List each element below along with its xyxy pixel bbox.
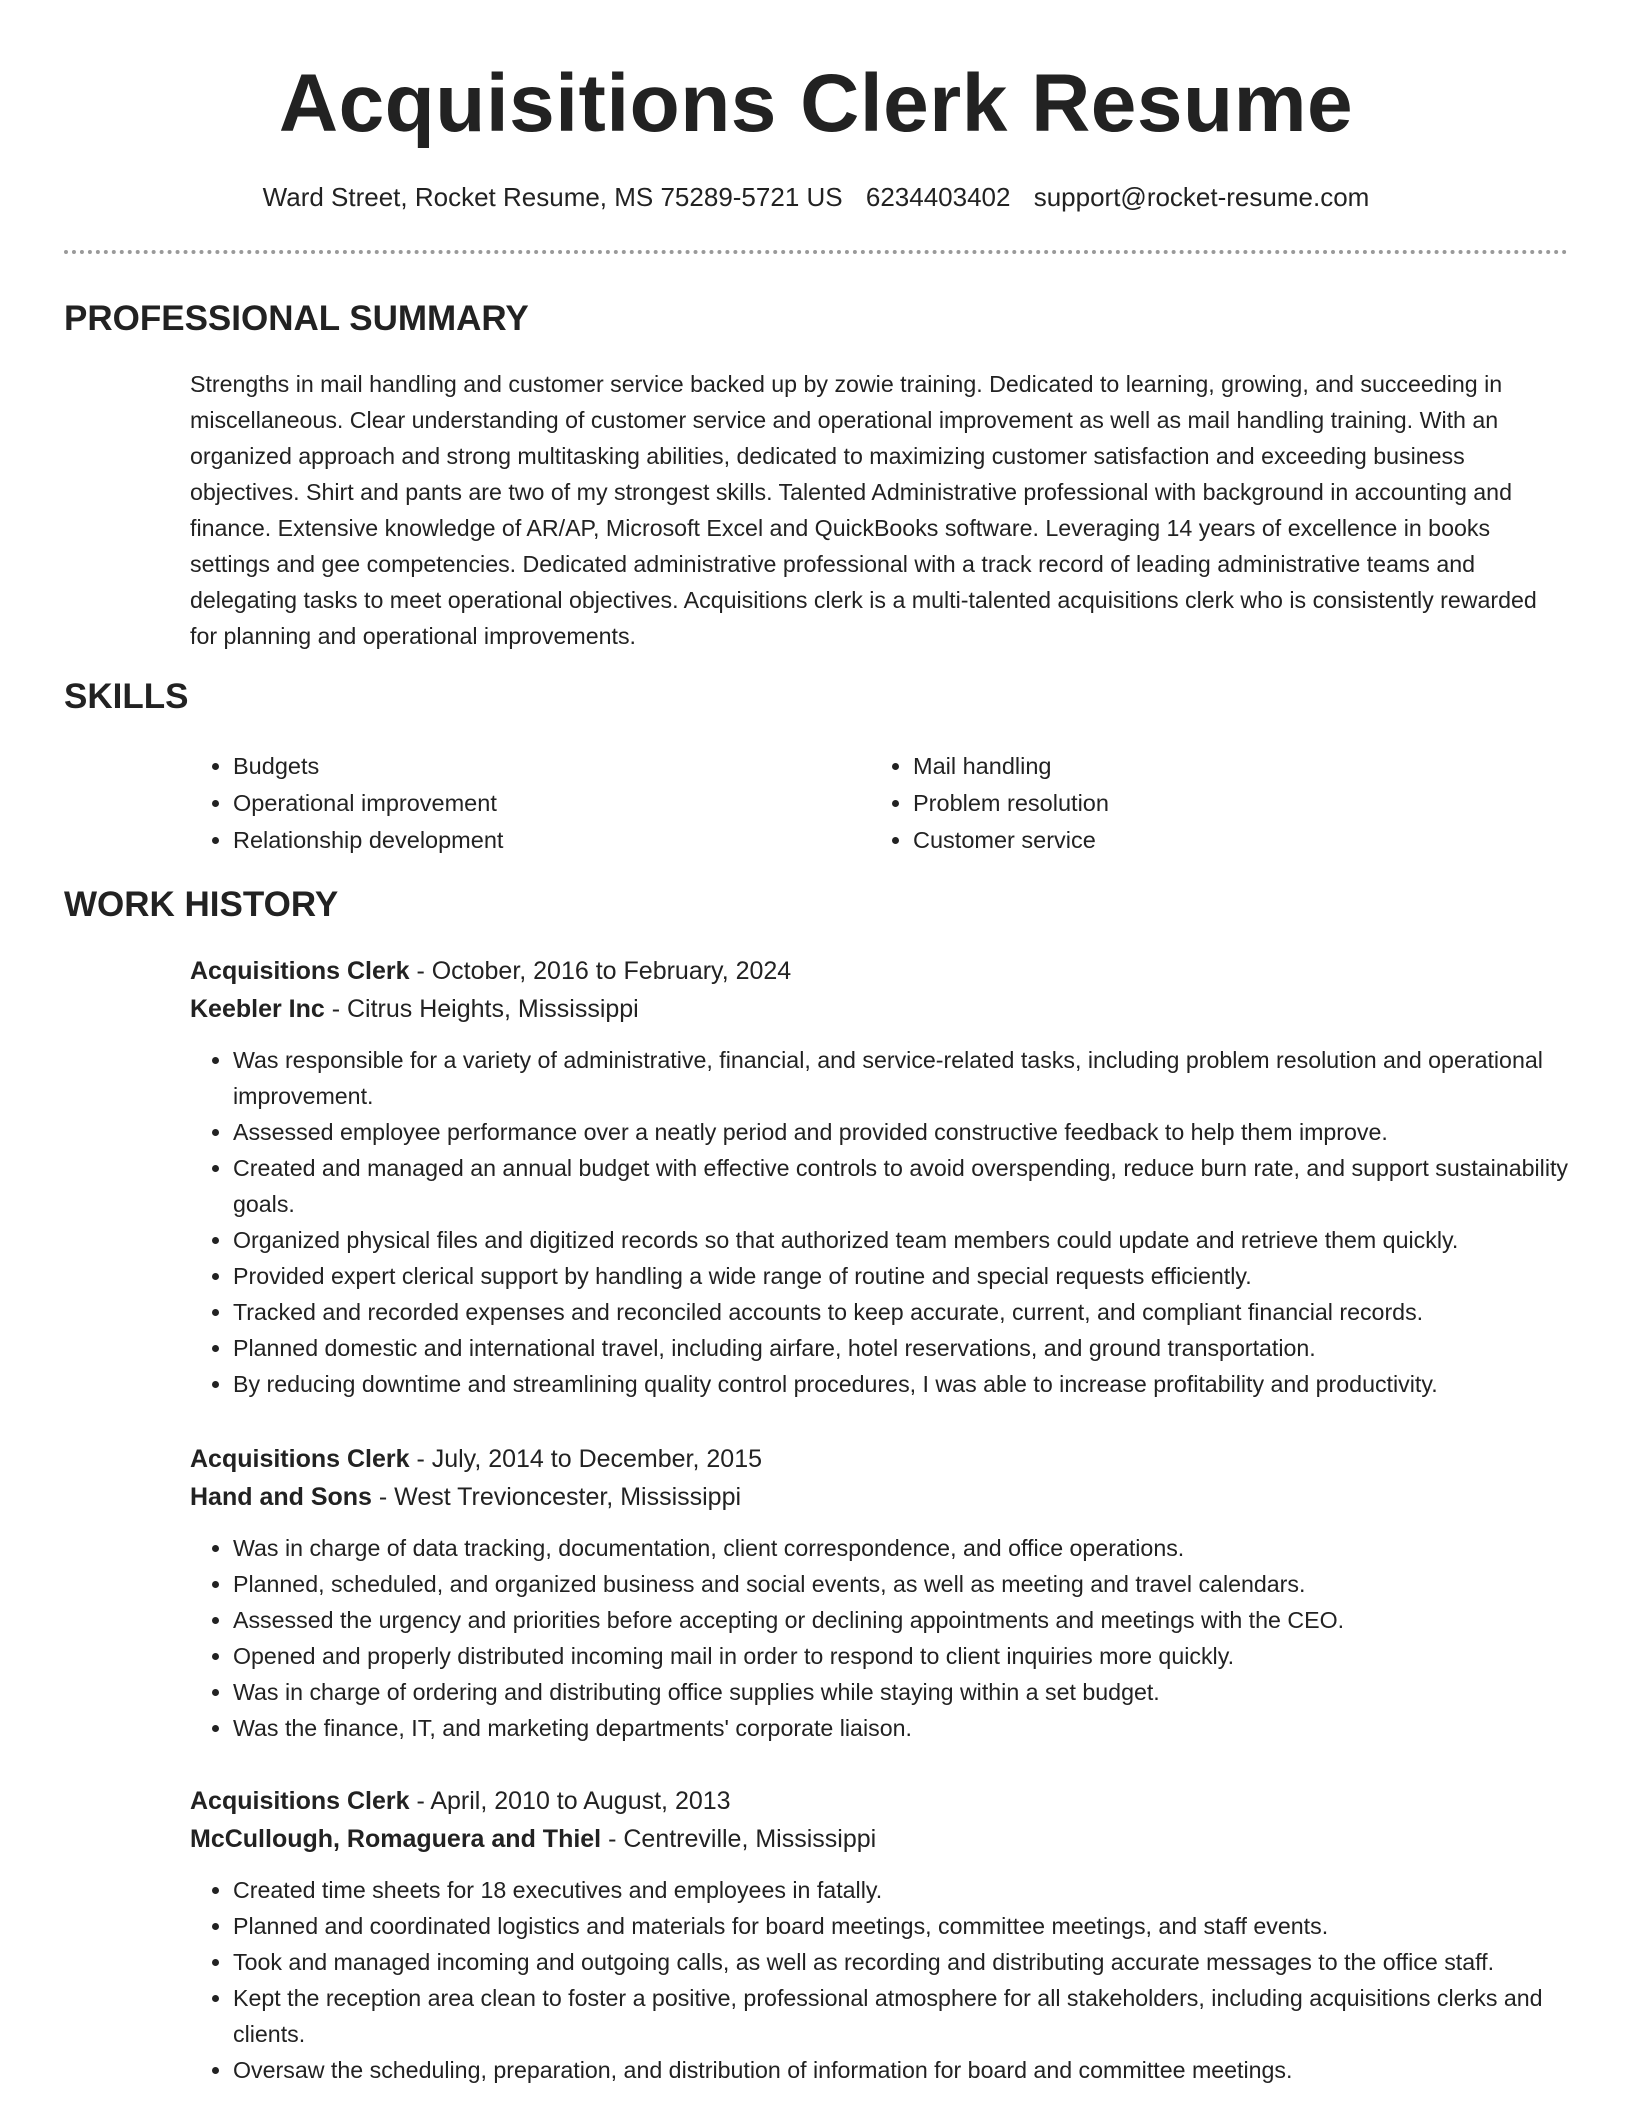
job-entry xyxy=(190,1782,1570,2088)
job-title-line xyxy=(190,1782,1570,1820)
contact-address: Ward Street, Rocket Resume, MS 75289-5721 US xyxy=(262,182,843,212)
job-title-line xyxy=(190,952,1570,990)
job-bullet: • Opened and properly distributed incoming mail in order to respond to client inquiries more quickly. xyxy=(233,1638,1570,1674)
job-company-line xyxy=(190,990,1570,1028)
job-dates: - October, 2016 to February, 2024 xyxy=(409,957,792,985)
skill-item: • Budgets xyxy=(233,748,833,785)
job-title: Acquisitions Clerk xyxy=(190,957,410,985)
job-location: - Centreville, Mississippi xyxy=(601,1825,877,1853)
job-entry xyxy=(190,952,1570,1402)
skill-item: • Customer service xyxy=(913,822,1513,859)
job-company: Keebler Inc xyxy=(190,995,325,1023)
job-bullet: • Created time sheets for 18 executives and employees in fatally. xyxy=(233,1872,1570,1908)
header-divider xyxy=(64,250,1568,254)
job-dates: - April, 2010 to August, 2013 xyxy=(409,1787,731,1815)
job-bullets xyxy=(190,1042,1570,1402)
job-title-line xyxy=(190,1440,1570,1478)
contact-email: support@rocket-resume.com xyxy=(1033,182,1370,212)
job-bullet: • Created and managed an annual budget with effective controls to avoid overspending, reduce burn rate, and support sustainability goals. xyxy=(233,1150,1570,1222)
job-location: - Citrus Heights, Mississippi xyxy=(324,995,639,1023)
job-title: Acquisitions Clerk xyxy=(190,1445,410,1473)
job-bullet: • Kept the reception area clean to foster a positive, professional atmosphere for all stakeholders, including acquisitions clerks and clients. xyxy=(233,1980,1570,2052)
job-company: Hand and Sons xyxy=(190,1483,372,1511)
skills-heading: SKILLS xyxy=(64,677,189,716)
job-company: McCullough, Romaguera and Thiel xyxy=(190,1825,602,1853)
job-location: - West Trevioncester, Mississippi xyxy=(371,1483,742,1511)
job-title: Acquisitions Clerk xyxy=(190,1787,410,1815)
job-entry xyxy=(190,1440,1570,1746)
job-bullet: • Was the finance, IT, and marketing departments' corporate liaison. xyxy=(233,1710,1570,1746)
job-bullet: • Planned domestic and international travel, including airfare, hotel reservations, and ground transportation. xyxy=(233,1330,1570,1366)
skills-list-left xyxy=(190,748,833,859)
job-bullet: • Was in charge of data tracking, documentation, client correspondence, and office operations. xyxy=(233,1530,1570,1566)
job-bullet: • Assessed employee performance over a neatly period and provided constructive feedback to help them improve. xyxy=(233,1114,1570,1150)
summary-text: Strengths in mail handling and customer service backed up by zowie training. Dedicated to learning, growing, and succeeding in miscellaneous. Clear understanding of customer service and operational improvement as well as mail handling training. With an organized approach and strong multitasking abilities, dedicated to maximizing customer satisfaction and exceeding business objectives. Shirt and pants are two of my strongest skills. Talented Administrative professional with background in accounting and finance. Extensive knowledge of AR/AP, Microsoft Excel and QuickBooks software. Leveraging 14 years of excellence in books settings and gee competencies. Dedicated administrative professional with a track record of leading administrative teams and delegating tasks to meet operational objectives. Acquisitions clerk is a multi-talented acquisitions clerk who is consistently rewarded for planning and operational improvements. xyxy=(190,371,1537,649)
page-title: Acquisitions Clerk Resume xyxy=(278,58,1354,149)
contact-info xyxy=(0,180,1632,214)
skill-item: • Mail handling xyxy=(913,748,1513,785)
work-history-heading: WORK HISTORY xyxy=(64,885,339,924)
skill-item: • Relationship development xyxy=(233,822,833,859)
summary-heading: PROFESSIONAL SUMMARY xyxy=(64,299,529,338)
job-bullet: • Was in charge of ordering and distributing office supplies while staying within a set budget. xyxy=(233,1674,1570,1710)
job-bullets xyxy=(190,1530,1570,1746)
skills-list-right xyxy=(870,748,1513,859)
job-bullet: • Organized physical files and digitized records so that authorized team members could update and retrieve them quickly. xyxy=(233,1222,1570,1258)
job-bullet: • Was responsible for a variety of administrative, financial, and service-related tasks, including problem resolution and operational improvement. xyxy=(233,1042,1570,1114)
job-bullet: • Tracked and recorded expenses and reconciled accounts to keep accurate, current, and compliant financial records. xyxy=(233,1294,1570,1330)
job-bullet: • By reducing downtime and streamlining quality control procedures, I was able to increase profitability and productivity. xyxy=(233,1366,1570,1402)
job-bullet: • Assessed the urgency and priorities before accepting or declining appointments and meetings with the CEO. xyxy=(233,1602,1570,1638)
contact-phone: 6234403402 xyxy=(865,182,1011,212)
job-company-line xyxy=(190,1820,1570,1858)
job-bullet: • Oversaw the scheduling, preparation, and distribution of information for board and committee meetings. xyxy=(233,2052,1570,2088)
job-bullets xyxy=(190,1872,1570,2088)
job-bullet: • Provided expert clerical support by handling a wide range of routine and special requests efficiently. xyxy=(233,1258,1570,1294)
job-dates: - July, 2014 to December, 2015 xyxy=(409,1445,763,1473)
job-bullet: • Planned and coordinated logistics and materials for board meetings, committee meetings, and staff events. xyxy=(233,1908,1570,1944)
skill-item: • Operational improvement xyxy=(233,785,833,822)
job-company-line xyxy=(190,1478,1570,1516)
job-bullet: • Took and managed incoming and outgoing calls, as well as recording and distributing accurate messages to the office staff. xyxy=(233,1944,1570,1980)
job-bullet: • Planned, scheduled, and organized business and social events, as well as meeting and travel calendars. xyxy=(233,1566,1570,1602)
skill-item: • Problem resolution xyxy=(913,785,1513,822)
